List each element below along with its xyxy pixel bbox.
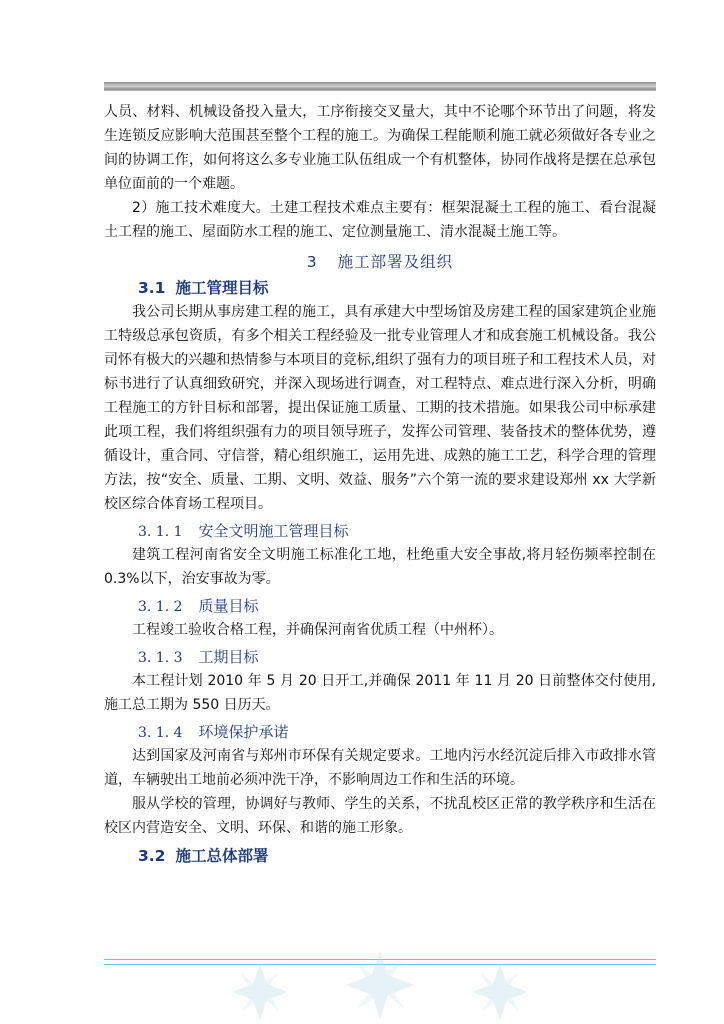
paragraph-intro-1: 人员、材料、机械设备投入量大，工序衔接交叉量大，其中不论哪个环节出了问题，将发生连锁反应影响大范围甚至整个工程的施工。为确保工程能顺利施工就必须做好各专业之间的协调工作，如何将这么多专业施工队伍组成一个有机整体，协同作战将是摆在总承包单位面前的一个难题。 xyxy=(104,104,656,192)
section-3-heading xyxy=(104,250,656,272)
section-3-1-3-number: 3. 1. 3 xyxy=(138,650,183,666)
section-3-1-3-body: 本工程计划 2010 年 5 月 20 日开工,并确保 2011 年 11 月 20 日前整体交付使用,施工总工期为 550 日历天。 xyxy=(104,673,656,713)
section-3-1-4-heading xyxy=(104,721,656,742)
section-3-1-4-body-1: 达到国家及河南省与郑州市环保有关规定要求。工地内污水经沉淀后排入市政排水管道，车辆驶出工地前必须冲洗干净，不影响周边工作和生活的环境。 xyxy=(104,748,656,788)
section-3-1-4-title: 环境保护承诺 xyxy=(198,723,289,741)
section-3-1-body: 我公司长期从事房建工程的施工，具有承建大中型场馆及房建工程的国家建筑企业施工特级总承包资质，有多个相关工程经验及一批专业管理人才和成套施工机械设备。我公司怀有极大的兴趣和热情参与本项目的竞标,组织了强有力的项目班子和工程技术人员，对标书进行了认真细致研究，并深入现场进行调查，对工程特点、难点进行深入分析，明确工程施工的方针目标和部署，提出保证施工质量、工期的技术措施。如果我公司中标承建此项工程，我们将组织强有力的项目领导班子，发挥公司管理、装备技术的整体优势，遵循设计，重合同、守信誉，精心组织施工，运用先进、成熟的施工工艺，科学合理的管理方法，按“安全、质量、工期、文明、效益、服务”六个第一流的要求建设郑州 xx 大学新校区综合体育场工程项目。 xyxy=(104,304,656,512)
section-3-1-heading xyxy=(104,276,656,298)
section-3-1-1-title: 安全文明施工管理目标 xyxy=(198,522,349,540)
section-3-1-1-body: 建筑工程河南省安全文明施工标准化工地，杜绝重大安全事故,将月轻伤频率控制在 0.3%以下，治安事故为零。 xyxy=(104,547,656,587)
paragraph-intro-2: 2）施工技术难度大。土建工程技术难点主要有：框架混凝土工程的施工、看台混凝土工程的施工、屋面防水工程的施工、定位测量施工、清水混凝土施工等。 xyxy=(104,200,656,240)
section-3-1-4-number: 3. 1. 4 xyxy=(138,725,183,741)
document-page xyxy=(104,100,656,868)
section-3-1-2-heading xyxy=(104,595,656,616)
section-3-number: 3 xyxy=(306,253,318,271)
section-3-title: 施工部署及组织 xyxy=(337,253,454,271)
section-3-1-4-body-2: 服从学校的管理，协调好与教师、学生的关系，不扰乱校区正常的教学秩序和生活在校区内营造安全、文明、环保、和谐的施工形象。 xyxy=(104,796,656,836)
section-3-1-2-title: 质量目标 xyxy=(198,597,259,615)
section-3-1-number: 3.1 xyxy=(138,279,166,297)
section-3-1-title: 施工管理目标 xyxy=(175,279,269,297)
section-3-1-1-heading xyxy=(104,520,656,541)
section-3-1-3-title: 工期目标 xyxy=(198,648,259,666)
section-3-2-number: 3.2 xyxy=(138,847,166,865)
snowflake-watermark-icon xyxy=(180,930,580,1024)
section-3-2-title: 施工总体部署 xyxy=(175,847,269,865)
section-3-1-3-heading xyxy=(104,646,656,667)
section-3-1-2-number: 3. 1. 2 xyxy=(138,599,183,615)
header-rule xyxy=(104,82,656,90)
section-3-2-heading xyxy=(104,844,656,866)
section-3-1-2-body: 工程竣工验收合格工程，并确保河南省优质工程（中州杯）。 xyxy=(132,622,503,638)
section-3-1-1-number: 3. 1. 1 xyxy=(138,524,183,540)
